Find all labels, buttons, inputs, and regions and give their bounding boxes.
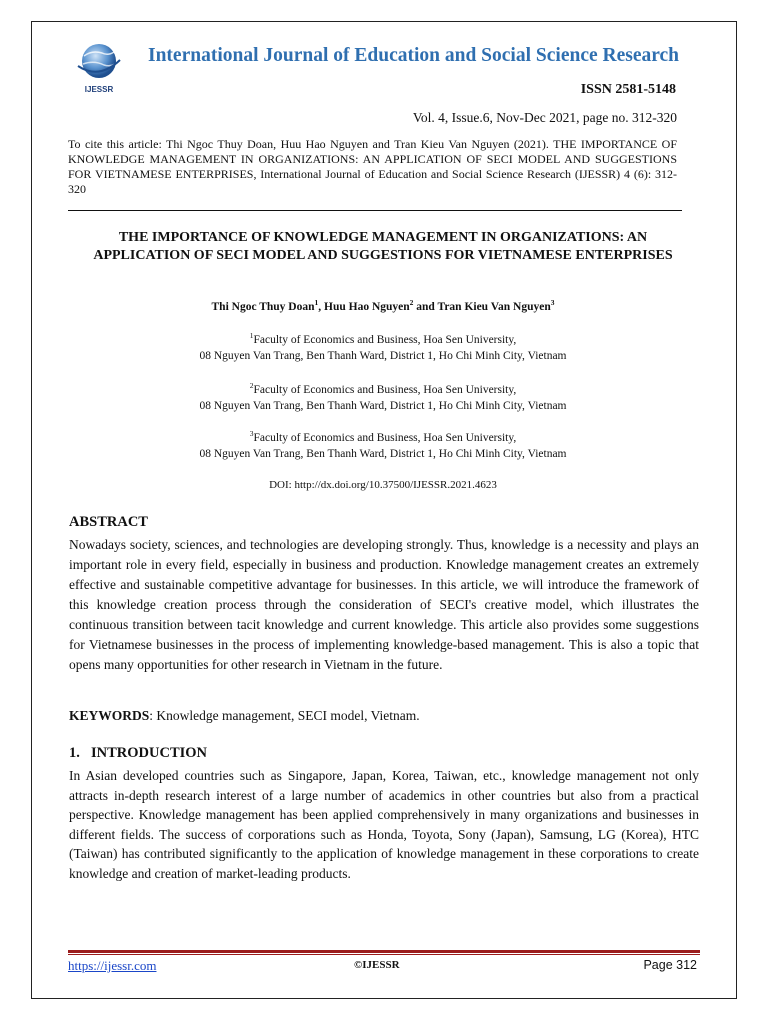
header-divider <box>68 210 682 211</box>
affiliation-line2: 08 Nguyen Van Trang, Ben Thanh Ward, District 1, Ho Chi Minh City, Vietnam <box>199 400 567 412</box>
section-heading-introduction <box>69 745 207 762</box>
section-number: 1. <box>69 745 80 761</box>
keywords-label: KEYWORDS <box>69 708 150 723</box>
affiliation <box>68 332 698 364</box>
author-name: Tran Kieu Van Nguyen <box>437 301 551 313</box>
doi: DOI: http://dx.doi.org/10.37500/IJESSR.2021.4623 <box>269 479 497 491</box>
affiliation-line1: Faculty of Economics and Business, Hoa Sen University, <box>253 334 517 346</box>
affiliation <box>68 382 698 414</box>
keywords-text: : Knowledge management, SECI model, Vietnam. <box>149 708 420 723</box>
affiliation-line1: Faculty of Economics and Business, Hoa Sen University, <box>253 384 517 396</box>
author-sup: 3 <box>550 298 555 308</box>
footer-divider-thin <box>68 954 700 955</box>
author-separator: , <box>318 301 325 313</box>
issn: ISSN 2581-5148 <box>580 82 676 97</box>
keywords <box>69 708 699 724</box>
author-name: Huu Hao Nguyen <box>324 301 410 313</box>
author-separator: and <box>413 301 438 313</box>
journal-logo <box>74 40 124 96</box>
citation: To cite this article: Thi Ngoc Thuy Doan, Huu Hao Nguyen and Tran Kieu Van Nguyen (2021). THE IMPORTANCE OF KNOWLEDGE MANAGEMENT IN ORGANIZATIONS: AN APPLICATION OF SECI MODEL AND SUGGESTIONS FOR VIETNAMESE ENTERPRISES, International Journal of Education and Social Science Research (IJESSR) 4 (6): 312-320 <box>68 137 677 196</box>
page-number: Page 312 <box>643 958 697 972</box>
affiliation-sup: 2 <box>249 381 254 391</box>
affiliation-line1: Faculty of Economics and Business, Hoa Sen University, <box>253 432 517 444</box>
affiliation-line2: 08 Nguyen Van Trang, Ben Thanh Ward, District 1, Ho Chi Minh City, Vietnam <box>199 350 567 362</box>
author-name: Thi Ngoc Thuy Doan <box>211 301 315 313</box>
paper-title: THE IMPORTANCE OF KNOWLEDGE MANAGEMENT IN ORGANIZATIONS: AN APPLICATION OF SECI MODEL AND SUGGESTIONS FOR VIETNAMESE ENTERPRISES <box>93 230 673 263</box>
abstract-heading: ABSTRACT <box>69 514 148 530</box>
journal-website-link[interactable]: https://ijessr.com <box>68 958 157 973</box>
footer-divider <box>68 950 700 953</box>
volume-info: Vol. 4, Issue.6, Nov-Dec 2021, page no. 312-320 <box>412 110 677 125</box>
abstract-body: Nowadays society, sciences, and technologies are developing strongly. Thus, knowledge is a necessity and plays an important role in every field, especially in business and production. Knowledge management creates an extremely effective and sustainable competitive advantage for businesses. In this article, we will introduce the framework of this knowledge creation process through the consideration of SECI's creative model, which illustrates the continuous transition between tacit knowledge and current knowledge. This article also provides some suggestions for Vietnamese businesses in the process of implementing knowledge-based management. This is also a topic that opens many opportunities for other research in Vietnam in the future. <box>69 537 699 672</box>
author-sup: 1 <box>314 298 319 308</box>
svg-text:IJESSR: IJESSR <box>84 85 114 94</box>
introduction-body: In Asian developed countries such as Singapore, Japan, Korea, Taiwan, etc., knowledge management not only attracts in-depth research interest of a large number of academics in other countries but also from a practical perspective. Knowledge management has been applied comprehensively in many organizations and businesses in different fields. The success of corporations such as Honda, Toyota, Sony (Japan), Samsung, LG (Korea), HTC (Taiwan) has contributed significantly to the application of knowledge management in these corporations to create knowledge and creation of market-leading products. <box>69 768 699 881</box>
journal-title: International Journal of Education and Social Science Research <box>148 45 680 66</box>
affiliation-line2: 08 Nguyen Van Trang, Ben Thanh Ward, District 1, Ho Chi Minh City, Vietnam <box>199 448 567 460</box>
affiliation <box>68 430 698 462</box>
globe-icon <box>74 40 124 96</box>
affiliation-sup: 1 <box>249 331 254 341</box>
author-list <box>68 298 698 313</box>
copyright: ©IJESSR <box>354 959 400 971</box>
author-sup: 2 <box>409 298 414 308</box>
affiliation-sup: 3 <box>249 429 254 439</box>
section-title: INTRODUCTION <box>91 745 208 761</box>
